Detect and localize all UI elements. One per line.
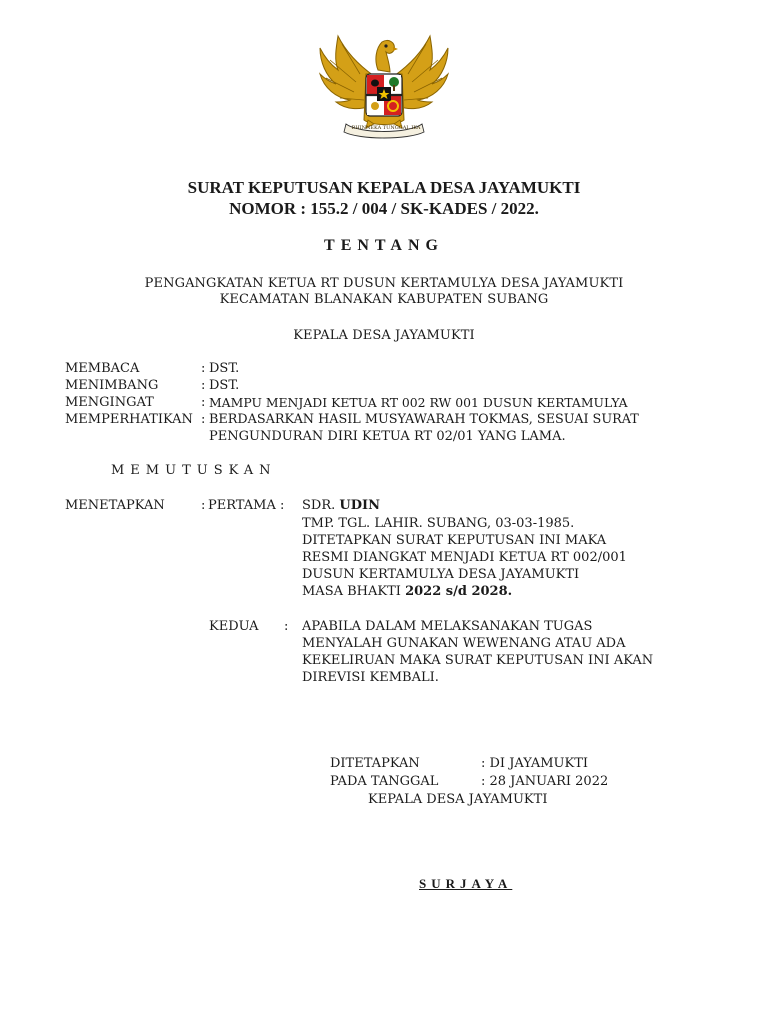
kedua-line: APABILA DALAM MELAKSANAKAN TUGAS	[302, 619, 593, 634]
name-prefix: SDR.	[302, 498, 336, 513]
consideration-value: DST.	[209, 378, 240, 393]
pertama-line: DUSUN KERTAMULYA DESA JAYAMUKTI	[302, 567, 580, 582]
consideration-value-continued: PENGUNDURAN DIRI KETUA RT 02/01 YANG LAMA.	[209, 429, 566, 444]
subject-line-2: KECAMATAN BLANAKAN KABUPATEN SUBANG	[219, 292, 549, 307]
appointee-name: UDIN	[339, 498, 380, 513]
signer-position: KEPALA DESA JAYAMUKTI	[368, 792, 548, 807]
kedua-line: KEKELIRUAN MAKA SURAT KEPUTUSAN INI AKAN	[302, 653, 654, 668]
kedua-line: DIREVISI KEMBALI.	[302, 670, 439, 685]
consideration-label: MENIMBANG	[65, 378, 159, 393]
consideration-sep: :	[201, 395, 206, 410]
memutuskan-heading: MEMUTUSKAN	[111, 463, 277, 478]
pertama-line: RESMI DIANGKAT MENJADI KETUA RT 002/001	[302, 550, 627, 565]
kedua-sep: :	[284, 619, 289, 634]
masa-bhakti-value: 2022 s/d 2028.	[405, 584, 513, 599]
subject-line-1: PENGANGKATAN KETUA RT DUSUN KERTAMULYA DESA JAYAMUKTI	[144, 276, 624, 291]
consideration-value: MAMPU MENJADI KETUA RT 002 RW 001 DUSUN KERTAMULYA	[209, 395, 628, 410]
consideration-value: DST.	[209, 361, 240, 376]
masa-bhakti-line	[302, 583, 512, 600]
tanggal-label: PADA TANGGAL	[330, 774, 439, 789]
pertama-name-line	[302, 497, 380, 514]
pertama-label: PERTAMA :	[208, 498, 285, 513]
emblem-motto: BHINNEKA TUNGGAL IKA	[351, 125, 421, 131]
masa-bhakti-label: MASA BHAKTI	[302, 584, 401, 599]
ditetapkan-label: DITETAPKAN	[330, 756, 420, 771]
consideration-value: BERDASARKAN HASIL MUSYAWARAH TOKMAS, SESUAI SURAT	[209, 412, 639, 427]
signer-name: SURJAYA	[419, 876, 513, 891]
consideration-sep: :	[201, 412, 206, 427]
ditetapkan-value: : DI JAYAMUKTI	[481, 756, 589, 771]
consideration-sep: :	[201, 378, 206, 393]
pertama-line: DITETAPKAN SURAT KEPUTUSAN INI MAKA	[302, 533, 607, 548]
consideration-sep: :	[201, 361, 206, 376]
consideration-label: MENGINGAT	[65, 395, 154, 410]
consideration-label: MEMBACA	[65, 361, 140, 376]
document-title: SURAT KEPUTUSAN KEPALA DESA JAYAMUKTI	[187, 178, 581, 197]
kedua-label: KEDUA	[209, 619, 259, 634]
kedua-line: MENYALAH GUNAKAN WEWENANG ATAU ADA	[302, 636, 626, 651]
authority-heading: KEPALA DESA JAYAMUKTI	[293, 328, 475, 343]
tanggal-value: : 28 JANUARI 2022	[481, 774, 609, 789]
consideration-label: MEMPERHATIKAN	[65, 412, 193, 427]
menetapkan-label: MENETAPKAN	[65, 498, 165, 513]
pertama-line: TMP. TGL. LAHIR. SUBANG, 03-03-1985.	[302, 516, 575, 531]
document-number: NOMOR : 155.2 / 004 / SK-KADES / 2022.	[229, 199, 539, 218]
menetapkan-sep: :	[201, 498, 206, 513]
tentang-heading: TENTANG	[324, 237, 444, 254]
